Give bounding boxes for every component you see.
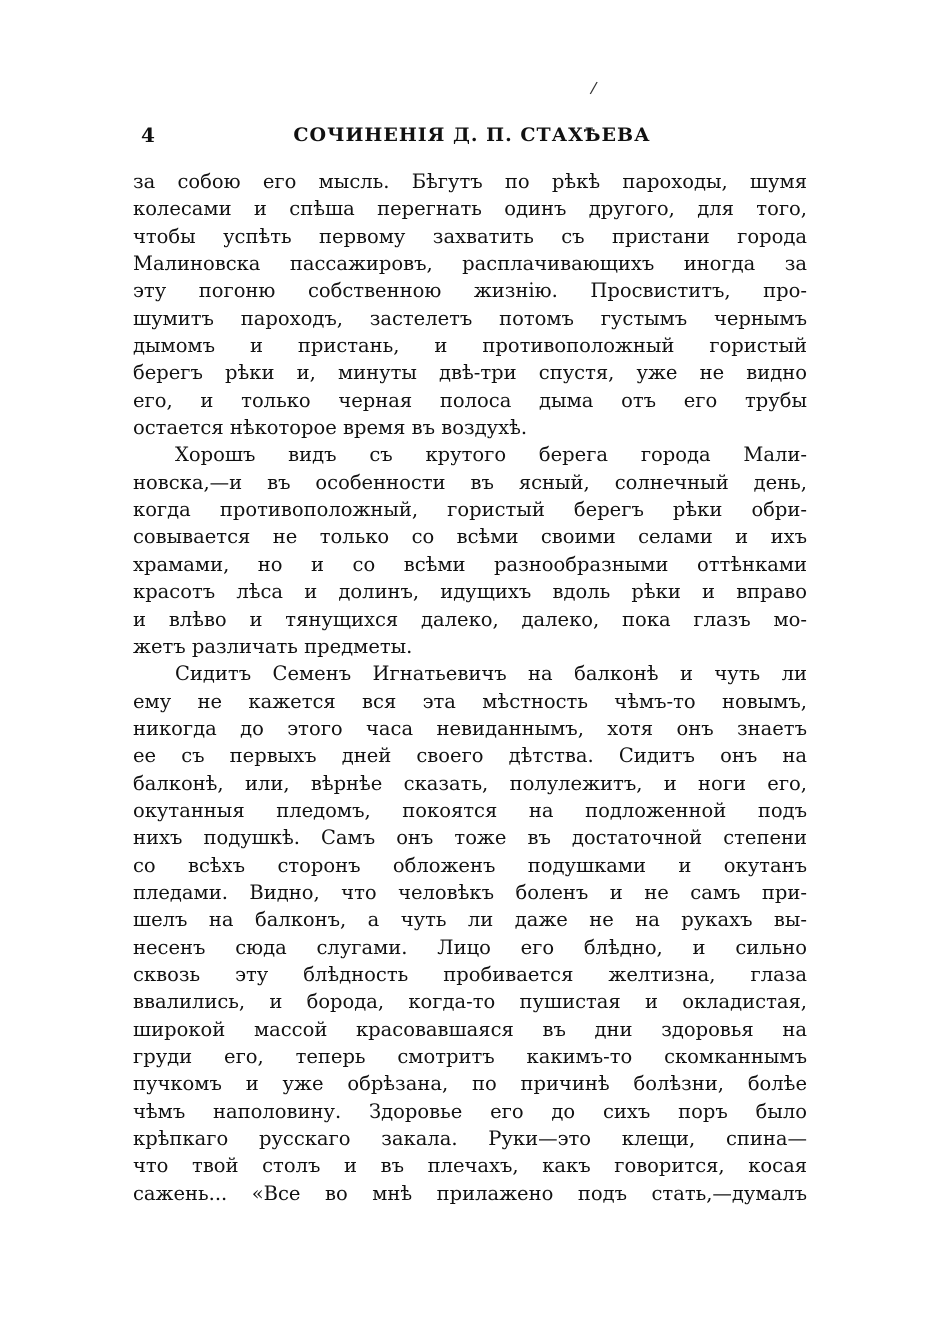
text-line: груди его, теперь смотритъ какимъ-то скомканнымъ (133, 1045, 807, 1068)
text-line: со всѣхъ сторонъ обложенъ подушками и окутанъ (133, 853, 807, 877)
text-line: крѣпкаго русскаго закала. Руки—это клещи, спина— (133, 1127, 807, 1151)
text-line: совывается не только со всѣми своими селами и ихъ (133, 525, 807, 549)
text-line: и влѣво и тянущихся далеко, далеко, пока глазъ мо- (133, 607, 807, 631)
text-line: ввалились, и борода, когда-то пушистая и окладистая, (133, 990, 807, 1014)
stray-ink-mark: / (589, 77, 599, 98)
text-line: Хорошъ видъ съ крутого берега города Мали- (175, 443, 807, 467)
text-line: колесами и спѣша перегнать одинъ другого, для того, (133, 197, 807, 221)
text-line: остается нѣкоторое время въ воздухѣ. (133, 416, 528, 440)
text-line: эту погоню собственною жизнію. Просвиститъ, про- (133, 279, 807, 303)
text-line: жетъ различать предметы. (133, 634, 413, 658)
body-text (133, 168, 807, 1207)
text-line: окутанныя пледомъ, покоятся на подложенной подъ (133, 798, 807, 822)
text-line: берегъ рѣки и, минуты двѣ-три спустя, уже не видно (133, 361, 807, 385)
text-line: пледами. Видно, что человѣкъ боленъ и не самъ при- (133, 880, 807, 904)
text-line: чѣмъ наполовину. Здоровье его до сихъ поръ было (133, 1099, 807, 1123)
text-line: за собою его мысль. Бѣгутъ по рѣкѣ пароходы, шумя (133, 170, 807, 193)
running-title: СОЧИНЕНІЯ Д. П. СТАХѢЕВА (293, 124, 651, 146)
text-line: Малиновска пассажировъ, расплачивающихъ иногда за (133, 252, 807, 276)
text-line: сквозь эту блѣдность пробивается желтизна, глаза (133, 962, 807, 986)
text-line: шелъ на балконъ, а чуть ли даже не на рукахъ вы- (133, 908, 807, 932)
text-line: красотъ лѣса и долинъ, идущихъ вдоль рѣки и вправо (133, 580, 807, 604)
text-line: Сидитъ Семенъ Игнатьевичъ на балконѣ и чуть ли (175, 662, 807, 686)
running-head (138, 120, 806, 150)
text-line: несенъ сюда слугами. Лицо его блѣдно, и сильно (133, 935, 807, 959)
text-line: никогда до этого часа невиданнымъ, хотя онъ знаетъ (133, 716, 807, 740)
text-line: что твой столъ и въ плечахъ, какъ говорится, косая (133, 1154, 807, 1178)
text-line: новска,—и въ особенности въ ясный, солнечный день, (133, 470, 807, 494)
text-line: широкой массой красовавшаяся въ дни здоровья на (133, 1017, 807, 1041)
text-line: ему не кажется вся эта мѣстность чѣмъ-то новымъ, (133, 689, 807, 713)
text-line: шумитъ пароходъ, застелетъ потомъ густымъ чернымъ (133, 306, 807, 330)
text-line: его, и только черная полоса дыма отъ его трубы (133, 388, 807, 412)
text-line: балконѣ, или, вѣрнѣе сказать, полулежитъ, и ноги его, (133, 771, 807, 795)
text-line: пучкомъ и уже обрѣзана, по причинѣ болѣзни, болѣе (133, 1072, 807, 1096)
page-number: 4 (141, 123, 155, 147)
text-line: храмами, но и со всѣми разнообразными оттѣнками (133, 552, 807, 576)
text-line: ее съ первыхъ дней своего дѣтства. Сидитъ онъ на (133, 744, 807, 768)
text-line: нихъ подушкѣ. Самъ онъ тоже въ достаточной степени (133, 826, 807, 850)
text-line: дымомъ и пристань, и противоположный гористый (133, 334, 807, 358)
text-line: когда противоположный, гористый берегъ рѣки обри- (133, 498, 807, 522)
text-line: сажень... «Все во мнѣ прилажено подъ стать,—думалъ (133, 1181, 807, 1205)
text-line: чтобы успѣть первому захватить съ пристани города (133, 224, 807, 248)
